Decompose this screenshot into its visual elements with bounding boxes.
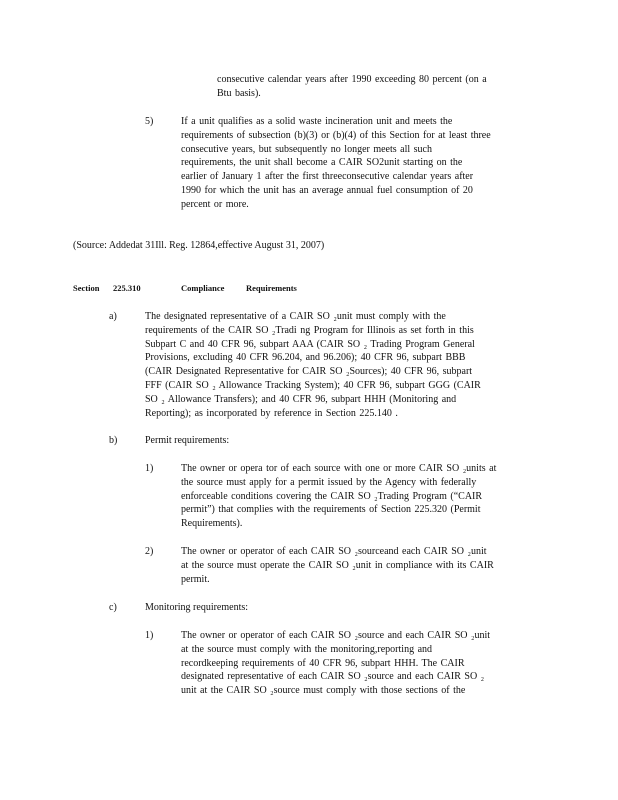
text-line: (CAIR Designated Representative for CAIR SO ₂Sources); 40 CFR 96, subpart [145, 366, 473, 378]
item-c1-label: 1) [145, 630, 154, 641]
text-line: permit”) that complies with the requirements of Section 225.320 (Permit [181, 504, 481, 516]
text-line: unit at the CAIR SO ₂source must comply with those sections of the [181, 685, 466, 697]
item-5-paragraph [181, 115, 537, 212]
text-line: earlier of January 1 after the first threeconsecutive calendar years after [181, 171, 474, 183]
text-line: Btu basis). [217, 87, 261, 99]
item-b1-label: 1) [145, 463, 154, 474]
text-line: requirements of subsection (b)(3) or (b)(4) of this Section for at least three [181, 129, 491, 141]
text-line: The owner or operator of each CAIR SO ₂source and each CAIR SO ₂unit [181, 630, 491, 641]
source-note: (Source: Addedat 31Ill. Reg. 12864,effective August 31, 2007) [73, 240, 325, 251]
text-line: enforceable conditions covering the CAIR SO ₂Trading Program (“CAIR [181, 490, 483, 502]
item-a-paragraph [145, 310, 537, 420]
text-line: consecutive years, but subsequently no longer meets all such [181, 143, 432, 155]
text-line: The owner or operator of each CAIR SO ₂sourceand each CAIR SO ₂unit [181, 546, 487, 557]
text-line: at the source must comply with the monitoring,reporting and [181, 643, 433, 655]
item-c-label: c) [109, 602, 117, 613]
item-c1-paragraph [181, 629, 537, 698]
section-title-1: Compliance [181, 283, 225, 293]
text-line: Subpart C and 40 CFR 96, subpart AAA (CAIR SO ₂ Trading Program General [145, 338, 475, 350]
text-line: Requirements). [181, 518, 243, 530]
section-title-2: Requirements [246, 283, 297, 293]
text-line: SO ₂ Allowance Transfers); and 40 CFR 96, subpart HHH (Monitoring and [145, 393, 457, 405]
text-line: If a unit qualifies as a solid waste incineration unit and meets the [181, 116, 453, 127]
text-line: 1990 for which the unit has an average annual fuel consumption of 20 [181, 184, 473, 196]
item-b1-paragraph [181, 462, 537, 531]
section-number: 225.310 [113, 283, 141, 293]
item-b2-label: 2) [145, 546, 154, 557]
text-line: recordkeeping requirements of 40 CFR 96, subpart HHH. The CAIR [181, 657, 465, 669]
text-line: permit. [181, 573, 210, 585]
section-word: Section [73, 283, 100, 293]
text-line: requirements, the unit shall become a CAIR SO2unit starting on the [181, 157, 463, 169]
text-line: designated representative of each CAIR SO ₂source and each CAIR SO ₂ [181, 671, 485, 683]
text-line: The owner or opera tor of each source with one or more CAIR SO ₂units at [181, 463, 497, 474]
item-b-label: b) [109, 435, 118, 446]
intro-paragraph [217, 73, 532, 101]
item-5-label: 5) [145, 116, 154, 127]
text-line: The designated representative of a CAIR SO ₂unit must comply with the [145, 311, 446, 322]
text-line: requirements of the CAIR SO ₂Tradi ng Program for Illinois as set forth in this [145, 324, 474, 336]
item-b-heading: Permit requirements: [145, 435, 230, 446]
text-line: consecutive calendar years after 1990 exceeding 80 percent (on a [217, 74, 487, 85]
text-line: the source must apply for a permit issued by the Agency with federally [181, 476, 477, 488]
item-c-heading: Monitoring requirements: [145, 602, 249, 613]
item-b2-paragraph [181, 545, 537, 586]
text-line: percent or more. [181, 198, 249, 210]
text-line: FFF (CAIR SO ₂ Allowance Tracking System); 40 CFR 96, subpart GGG (CAIR [145, 379, 481, 391]
item-a-label: a) [109, 311, 117, 322]
text-line: at the source must operate the CAIR SO ₂unit in compliance with its CAIR [181, 559, 494, 571]
text-line: Provisions, excluding 40 CFR 96.204, and 96.206); 40 CFR 96, subpart BBB [145, 352, 466, 364]
text-line: Reporting); as incorporated by reference in Section 225.140 . [145, 407, 398, 419]
